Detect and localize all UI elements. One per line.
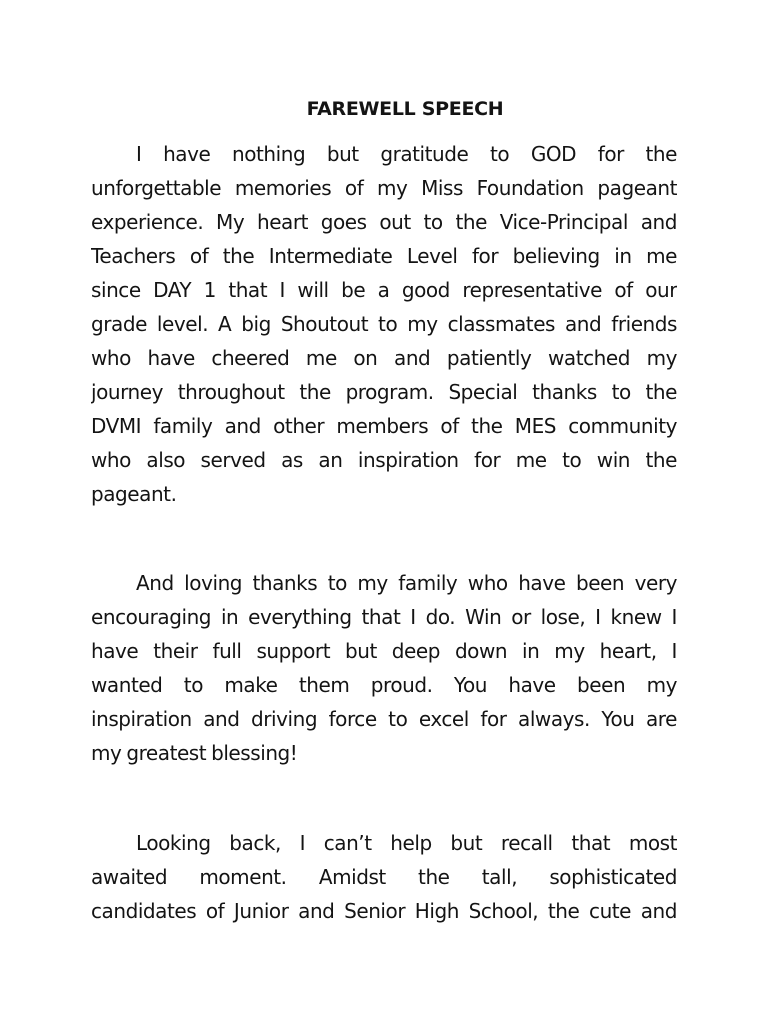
text-line: who also served as an inspiration for me to win the [91,448,677,472]
text-line: grade level. A big Shoutout to my classmates and friends [91,312,677,336]
text-line: pageant. [91,482,177,506]
text-line: candidates of Junior and Senior High School, the cute and [91,899,677,923]
text-line: encouraging in everything that I do. Win or lose, I knew I [91,605,677,629]
text-line: journey throughout the program. Special thanks to the [91,380,677,404]
text-line: Teachers of the Intermediate Level for believing in me [91,244,677,268]
page-title: FAREWELL SPEECH [306,98,504,120]
text-line: unforgettable memories of my Miss Foundation pageant [91,176,677,200]
text-line: who have cheered me on and patiently watched my [91,346,677,370]
text-line: my greatest blessing! [91,741,298,765]
text-line: awaited moment. Amidst the tall, sophisticated [91,865,677,889]
text-line: DVMI family and other members of the MES community [91,414,677,438]
text-line: inspiration and driving force to excel for always. You are [91,707,677,731]
paragraph-1 [91,137,677,511]
paragraph-2 [91,566,677,770]
text-line: experience. My heart goes out to the Vice-Principal and [91,210,677,234]
text-line: I have nothing but gratitude to GOD for the [136,142,677,166]
paragraph-3 [91,826,677,928]
text-line: Looking back, I can’t help but recall that most [136,831,677,855]
text-line: since DAY 1 that I will be a good representative of our [91,278,677,302]
text-line: have their full support but deep down in my heart, I [91,639,677,663]
text-line: wanted to make them proud. You have been my [91,673,677,697]
text-line: And loving thanks to my family who have been very [136,571,677,595]
